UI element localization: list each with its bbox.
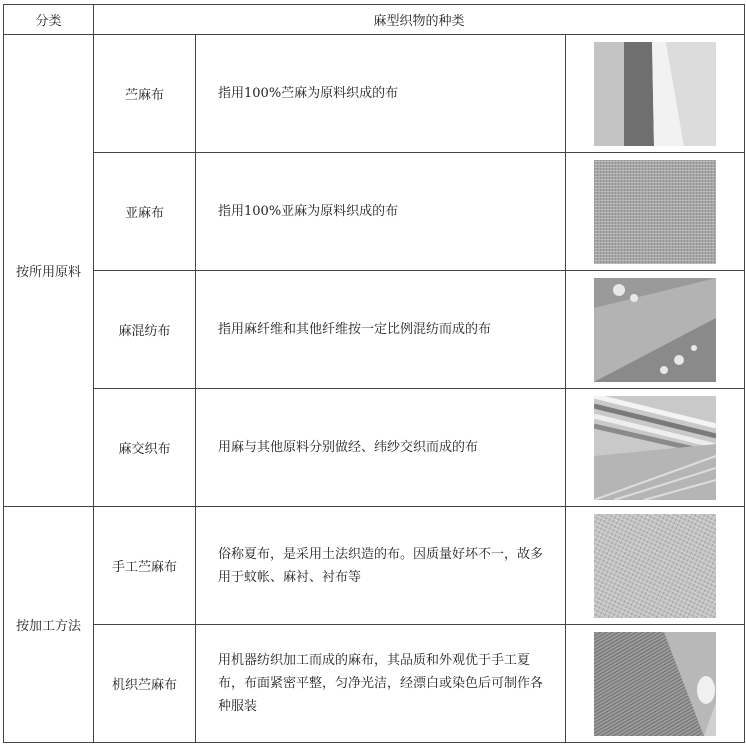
hemp-blend-fabric-swatch (594, 278, 716, 382)
hemp-fabric-table (3, 4, 745, 743)
category-by-material: 按所用原料 (4, 35, 94, 507)
fabric-description: 指用100%苎麻为原料织成的布 (196, 35, 566, 153)
fabric-description: 俗称夏布，是采用土法织造的布。因质量好坏不一，故多用于蚊帐、麻衬、衬布等 (196, 507, 566, 625)
fabric-name: 麻混纺布 (94, 271, 196, 389)
fabric-name: 手工苎麻布 (94, 507, 196, 625)
ramie-fabric-swatch (594, 42, 716, 146)
fabric-name: 麻交织布 (94, 389, 196, 507)
table-row (4, 389, 745, 507)
header-row (4, 5, 745, 35)
machine-woven-ramie-swatch (594, 632, 716, 736)
table-row (4, 153, 745, 271)
category-by-process: 按加工方法 (4, 507, 94, 743)
table-row (4, 507, 745, 625)
fabric-description: 指用麻纤维和其他纤维按一定比例混纺而成的布 (196, 271, 566, 389)
handmade-ramie-swatch (594, 514, 716, 618)
fabric-description: 用麻与其他原料分别做经、纬纱交织而成的布 (196, 389, 566, 507)
header-types: 麻型织物的种类 (94, 5, 745, 35)
fabric-description: 用机器纺织加工而成的麻布，其品质和外观优于手工夏布，布面紧密平整，匀净光洁，经漂白或染色后可制作各种服装 (196, 625, 566, 743)
table-row (4, 271, 745, 389)
table-row (4, 625, 745, 743)
fabric-name: 苎麻布 (94, 35, 196, 153)
fabric-description: 指用100%亚麻为原料织成的布 (196, 153, 566, 271)
linen-fabric-swatch (594, 160, 716, 264)
header-category: 分类 (4, 5, 94, 35)
table-row (4, 35, 745, 153)
fabric-name: 亚麻布 (94, 153, 196, 271)
fabric-name: 机织苎麻布 (94, 625, 196, 743)
hemp-interwoven-fabric-swatch (594, 396, 716, 500)
